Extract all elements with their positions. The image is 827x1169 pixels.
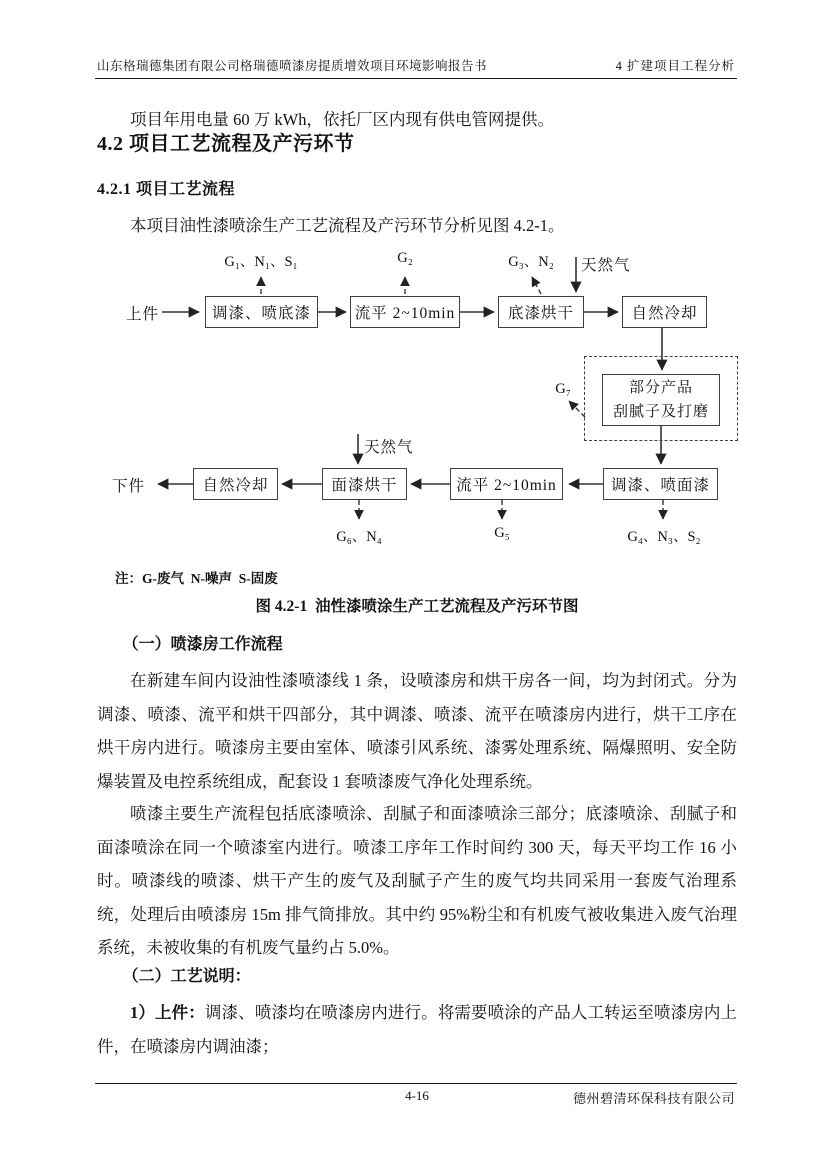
body-paragraph-1: 在新建车间内设油性漆喷漆线 1 条，设喷漆房和烘干房各一间，均为封闭式。分为调漆、喷漆、流平和烘干四部分，其中调漆、喷漆、流平在喷漆房内进行，烘干工序在烘干房内进行。喷漆房主要由室体、喷漆引风系统、漆雾处理系统、隔爆照明、安全防爆装置及电控系统组成，配套设 1 套喷漆废气净化处理系统。 — [97, 671, 737, 791]
header-chapter: 4 扩建项目工程分析 — [615, 59, 735, 73]
footer-divider — [95, 1083, 737, 1084]
figure-caption: 图 4.2-1 油性漆喷涂生产工艺流程及产污环节图 — [255, 598, 579, 615]
step1-label: 1）上件： — [130, 1003, 205, 1022]
subsection-heading-4-2-1: 4.2.1 项目工艺流程 — [97, 181, 236, 198]
flow-box-cooling-top: 自然冷却 — [622, 296, 707, 328]
flow-box-cooling-bottom: 自然冷却 — [193, 468, 278, 500]
flow-end-label: 下件 — [112, 478, 146, 495]
flow-box-primer-mix: 调漆、喷底漆 — [205, 296, 318, 328]
emission-label-g6: G₆、N₄ — [336, 529, 382, 545]
subheading-one: （一）喷漆房工作流程 — [122, 636, 283, 653]
intro-paragraph: 项目年用电量 60 万 kWh，依托厂区内现有供电管网提供。 — [130, 110, 554, 129]
lead-paragraph: 本项目油性漆喷涂生产工艺流程及产污环节分析见图 4.2-1。 — [130, 216, 565, 235]
emission-arrow — [532, 277, 541, 294]
section-heading-4-2: 4.2 项目工艺流程及产污环节 — [97, 133, 355, 155]
emission-arrow — [569, 401, 585, 417]
emission-label-g4: G₄、N₃、S₂ — [627, 529, 701, 545]
natural-gas-label-top: 天然气 — [581, 257, 631, 274]
body-paragraph-2: 喷漆主要生产流程包括底漆喷涂、刮腻子和面漆喷涂三部分；底漆喷涂、刮腻子和面漆喷涂在同一个喷漆室内进行。喷漆工序年工作时间约 300 天，每天平均工作 16 小时。喷漆线的喷漆、烘干产生的废气及刮腻子产生的废气均共同采用一套废气治理系统，处理后由喷漆房 15m 排气筒排放。其中约 95%粉尘和有机废气被收集进入废气治理系统，未被收集的有机废气量约占 5.0%。 — [97, 804, 737, 957]
emission-label-g2: G₂ — [397, 250, 413, 266]
natural-gas-label-bottom: 天然气 — [364, 439, 414, 456]
diagram-legend-note: 注：G-废气 N-噪声 S-固废 — [115, 571, 278, 586]
page-number: 4-16 — [405, 1088, 429, 1103]
emission-label-g7: G₇ — [555, 381, 571, 397]
flow-box-topcoat-mix: 调漆、喷面漆 — [603, 468, 718, 500]
flow-box-putty-sanding — [602, 374, 720, 426]
header-left-title: 山东格瑞德集团有限公司格瑞德喷漆房提质增效项目环境影响报告书 — [97, 59, 488, 73]
step1-paragraph — [97, 996, 737, 1063]
emission-label-g3: G₃、N₂ — [508, 254, 554, 270]
flow-box-primer-drying: 底漆烘干 — [498, 296, 584, 328]
flow-box-topcoat-drying: 面漆烘干 — [322, 468, 407, 500]
flow-start-label: 上件 — [126, 306, 160, 323]
putty-box-line2: 刮腻子及打磨 — [612, 404, 709, 420]
putty-box-line1: 部分产品 — [628, 380, 693, 396]
footer-company: 德州碧清环保科技有限公司 — [572, 1091, 735, 1106]
flow-box-leveling-top: 流平 2~10min — [350, 296, 460, 328]
process-flow-diagram — [0, 248, 827, 558]
subheading-two: （二）工艺说明： — [122, 968, 251, 985]
emission-label-g1: G₁、N₁、S₁ — [224, 254, 298, 270]
header-divider — [95, 78, 737, 79]
flow-box-leveling-bottom: 流平 2~10min — [450, 468, 563, 500]
emission-label-g5: G₅ — [494, 525, 510, 541]
step1-text: 调漆、喷漆均在喷漆房内进行。将需要喷涂的产品人工转运至喷漆房内上件，在喷漆房内调油漆； — [97, 1003, 738, 1056]
